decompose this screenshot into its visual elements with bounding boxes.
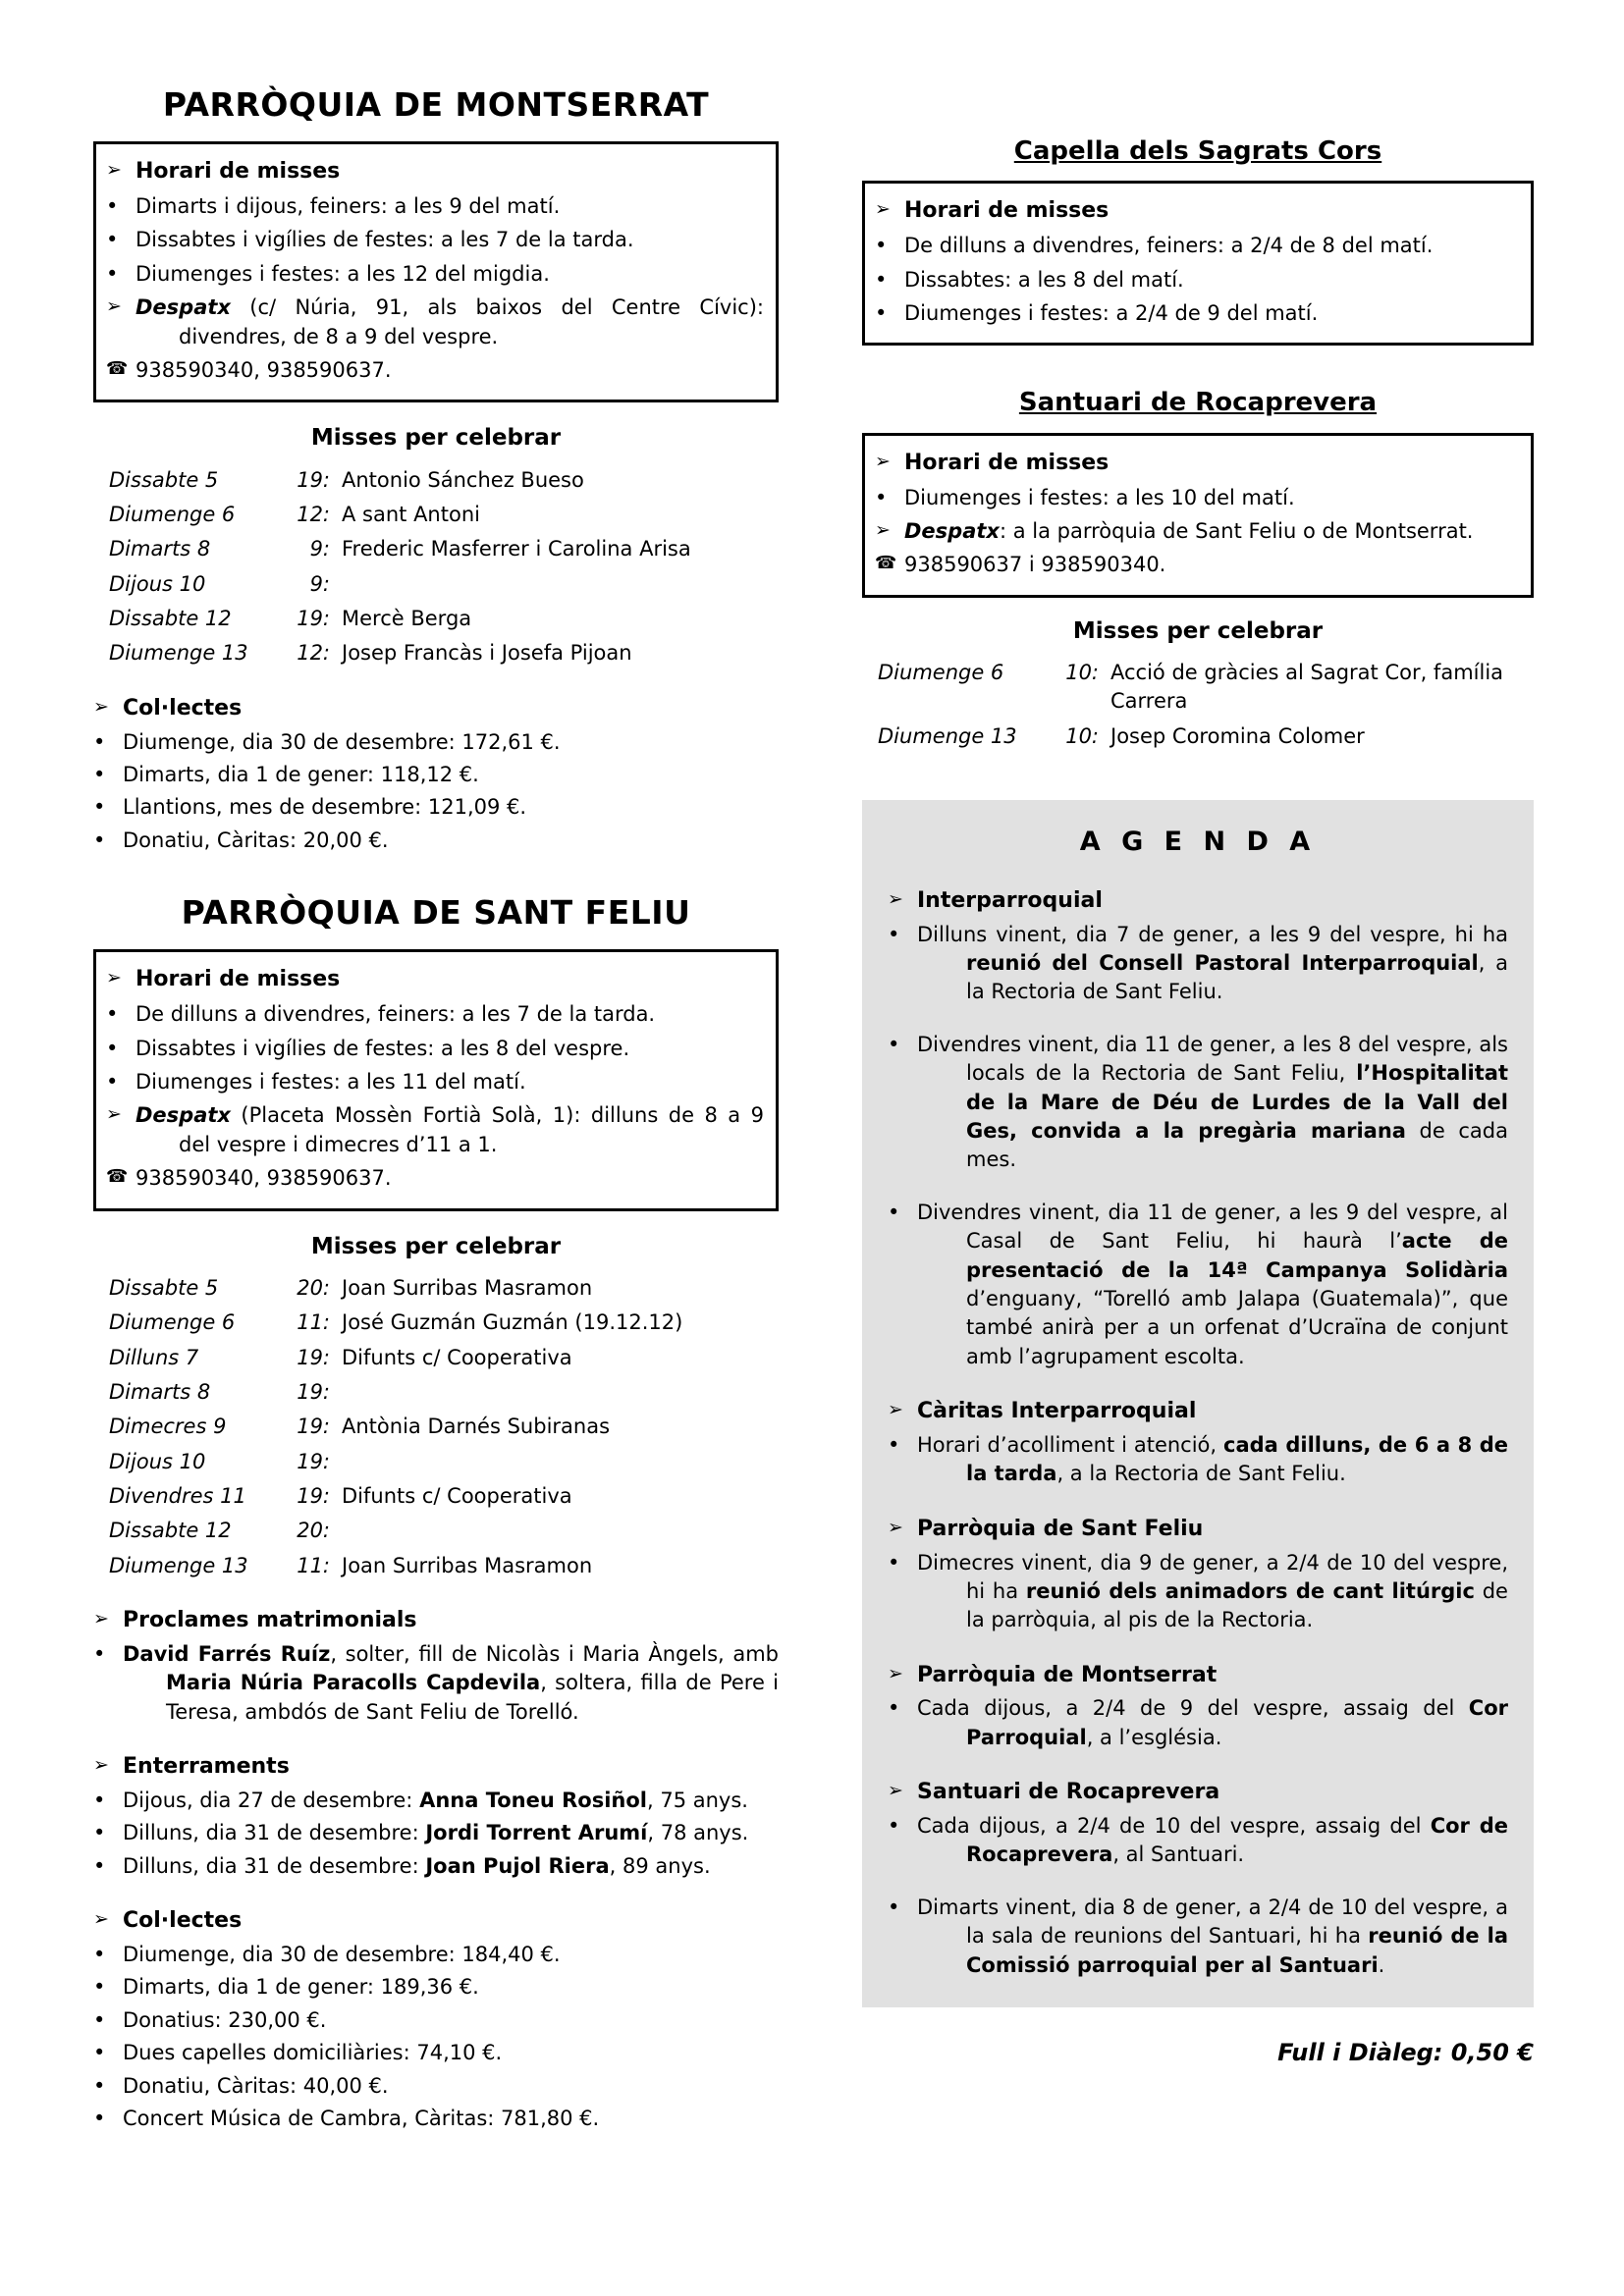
enterrament-item-text: Dilluns, dia 31 de desembre: Joan Pujol Riera, 89 anys. [123, 1853, 711, 1878]
schedule-line-text: De dilluns a divendres, feiners: a 2/4 de 8 del matí. [904, 234, 1434, 258]
mass-row [93, 1344, 779, 1372]
arrow-bullet-icon: ➢ [888, 1516, 903, 1538]
mass-intention: Joan Surribas Masramon [342, 1553, 593, 1577]
phone-line [875, 551, 1519, 579]
right-column [862, 82, 1534, 2137]
collection-item [93, 1941, 779, 1969]
mass-row [93, 1482, 779, 1511]
mass-time: 12: [297, 641, 330, 666]
agenda-section-header: Parròquia de Montserrat [917, 1662, 1218, 1687]
dot-bullet-icon: • [93, 2073, 106, 2098]
mass-day: Diumenge 6 [109, 1310, 236, 1335]
mass-time: 10: [1065, 723, 1099, 748]
dot-bullet-icon: • [888, 1432, 900, 1457]
agenda-item-text: Cada dijous, a 2/4 de 9 del vespre, assaig del Cor Parroquial, a l’església. [917, 1696, 1508, 1749]
collection-item [93, 793, 779, 822]
mass-intention [342, 1448, 779, 1476]
collection-item-text: Diumenge, dia 30 de desembre: 184,40 €. [123, 1942, 561, 1966]
collection-item [93, 1973, 779, 2002]
mass-time: 11: [297, 1310, 330, 1335]
collection-item-text: Dimarts, dia 1 de gener: 118,12 €. [123, 763, 479, 787]
mass-row [93, 535, 779, 563]
schedule-line [106, 1068, 764, 1096]
schedule-header-label: Horari de misses [904, 450, 1110, 475]
mass-day: Diumenge 6 [109, 502, 236, 526]
mass-row [93, 1448, 779, 1476]
agenda-section-header: Santuari de Rocaprevera [917, 1780, 1220, 1805]
mass-day: Diumenge 13 [109, 641, 248, 666]
proclames-item-text: David Farrés Ruíz, solter, fill de Nicolàs i Maria Àngels, amb Maria Núria Paracolls Capdevila, soltera, filla de Pere i Teresa, ambdós de Sant Feliu de Torelló. [123, 1642, 779, 1724]
enterrament-item [93, 1819, 779, 1847]
mass-intention: Difunts c/ Cooperativa [342, 1484, 572, 1509]
agenda-item [888, 1549, 1508, 1635]
mass-intention: José Guzmán Guzmán (19.12.12) [342, 1310, 683, 1335]
dot-bullet-icon: • [888, 1200, 900, 1224]
mass-time: 19: [297, 1345, 330, 1369]
agenda-section-header-line [888, 1778, 1508, 1808]
schedule-line-text: Dissabtes i vigílies de festes: a les 7 de la tarda. [135, 228, 634, 252]
mass-row [93, 1378, 779, 1407]
collections-header-line [93, 694, 779, 724]
schedule-line [875, 232, 1519, 260]
agenda-section-header-line [888, 886, 1508, 917]
collection-item [93, 728, 779, 757]
mass-time: 12: [297, 502, 330, 526]
mass-day: Dimarts 8 [109, 537, 211, 561]
arrow-bullet-icon: ➢ [875, 198, 891, 221]
mass-intention: Josep Coromina Colomer [1110, 723, 1365, 748]
schedule-header-line [875, 449, 1519, 479]
schedule-line [106, 260, 764, 289]
agenda-item [888, 1812, 1508, 1870]
agenda-section-header: Parròquia de Sant Feliu [917, 1516, 1204, 1541]
agenda-item-text: Divendres vinent, dia 11 de gener, a les 9 del vespre, al Casal de Sant Feliu, hi haurà l’acte de presentació de la 14ª Campanya Solidària d’enguany, “Torelló amb Jalapa (Guatemala)”, que també anirà per a un orfenat d’Ucraïna de conjunt amb l’agrupament escolta. [917, 1200, 1508, 1368]
enterrament-item [93, 1787, 779, 1815]
schedule-line [106, 192, 764, 221]
agenda-item [888, 1431, 1508, 1489]
mass-time: 11: [297, 1553, 330, 1577]
mass-day: Dimarts 8 [109, 1379, 211, 1404]
montserrat-mass-table [93, 466, 779, 668]
collection-item-text: Llantions, mes de desembre: 121,09 €. [123, 795, 527, 820]
enterrament-item-text: Dilluns, dia 31 de desembre: Jordi Torrent Arumí, 78 anys. [123, 1821, 749, 1845]
collection-item-text: Concert Música de Cambra, Càritas: 781,80 €. [123, 2106, 600, 2130]
agenda-item-text: Dimecres vinent, dia 9 de gener, a 2/4 de 10 del vespre, hi ha reunió dels animadors de cant litúrgic de la parròquia, al pis de la Rectoria. [917, 1550, 1508, 1632]
mass-intention: Frederic Masferrer i Carolina Arisa [342, 537, 691, 561]
mass-row [862, 659, 1534, 717]
mass-intention: Mercè Berga [342, 607, 472, 631]
collection-item [93, 761, 779, 789]
montserrat-collections [93, 694, 779, 855]
enterraments-section [93, 1752, 779, 1881]
dot-bullet-icon: • [888, 1814, 900, 1839]
collection-item [93, 2072, 779, 2101]
dot-bullet-icon: • [93, 1942, 106, 1966]
rocaprevera-schedule-box [862, 433, 1534, 598]
sant-feliu-mass-table [93, 1274, 779, 1581]
agenda-section-montserrat [888, 1661, 1508, 1753]
proclames-header-line [93, 1606, 779, 1636]
agenda-title: A G E N D A [1079, 827, 1317, 858]
agenda-item-text: Horari d’acolliment i atenció, cada dilluns, de 6 a 8 de la tarda, a la Rectoria de Sant Feliu. [917, 1432, 1509, 1486]
arrow-bullet-icon: ➢ [106, 967, 122, 989]
collection-item-text: Donatiu, Càritas: 20,00 €. [123, 828, 389, 852]
schedule-header-line [875, 196, 1519, 227]
mass-time: 19: [297, 1449, 330, 1473]
arrow-bullet-icon: ➢ [888, 1662, 903, 1684]
agenda-item-text: Dilluns vinent, dia 7 de gener, a les 9 del vespre, hi ha reunió del Consell Pastoral Interparroquial, a la Rectoria de Sant Feliu. [917, 922, 1508, 1004]
dot-bullet-icon: • [93, 828, 106, 852]
schedule-line [875, 299, 1519, 328]
collection-item [93, 2105, 779, 2133]
despatx-text: Despatx (Placeta Mossèn Fortià Solà, 1): dilluns de 8 a 9 del vespre i dimecres d’11 a 1. [135, 1103, 764, 1156]
montserrat-schedule-box [93, 141, 779, 402]
mass-time: 20: [297, 1519, 330, 1543]
arrow-bullet-icon: ➢ [888, 887, 903, 910]
mass-row [93, 1274, 779, 1303]
dot-bullet-icon: • [888, 1032, 900, 1056]
agenda-item-text: Divendres vinent, dia 11 de gener, a les 8 del vespre, als locals de la Rectoria de Sant Feliu, l’Hospitalitat de la Mare de Déu de Lurdes de la Vall del Ges, convida a la pregària mariana de cada mes. [917, 1032, 1508, 1172]
agenda-section-caritas [888, 1397, 1508, 1489]
enterraments-header-line [93, 1752, 779, 1783]
agenda-section-header: Interparroquial [917, 887, 1103, 913]
collection-item [93, 2006, 779, 2035]
schedule-line [875, 484, 1519, 512]
sagrats-cors-title: Capella dels Sagrats Cors [1013, 136, 1382, 166]
mass-intention [342, 1517, 779, 1545]
dot-bullet-icon: • [93, 763, 106, 787]
agenda-item-text: Dimarts vinent, dia 8 de gener, a 2/4 de 10 del vespre, a la sala de reunions del Santuari, hi ha reunió de la Comissió parroquial per al Santuari. [917, 1895, 1508, 1977]
mass-day: Dimecres 9 [109, 1415, 227, 1439]
agenda-box [862, 800, 1534, 2007]
rocaprevera-title: Santuari de Rocaprevera [1018, 388, 1378, 418]
collections-header: Col·lectes [123, 1908, 243, 1934]
masses-heading: Misses per celebrar [310, 425, 562, 452]
left-column [93, 82, 779, 2137]
mass-intention: Joan Surribas Masramon [342, 1275, 593, 1300]
phone-icon: ☎ [106, 357, 129, 379]
enterrament-item-text: Dijous, dia 27 de desembre: Anna Toneu Rosiñol, 75 anys. [123, 1789, 748, 1813]
despatx-line [875, 517, 1519, 546]
despatx-text: Despatx: a la parròquia de Sant Feliu o de Montserrat. [904, 518, 1474, 543]
schedule-line-text: Diumenges i festes: a les 12 del migdia. [135, 261, 550, 286]
dot-bullet-icon: • [106, 1036, 119, 1060]
schedule-line-text: De dilluns a divendres, feiners: a les 7 de la tarda. [135, 1002, 656, 1027]
schedule-line-text: Diumenges i festes: a les 10 del matí. [904, 485, 1295, 509]
collection-item [93, 827, 779, 855]
mass-time: 19: [297, 467, 330, 492]
mass-day: Diumenge 6 [878, 660, 1004, 684]
dot-bullet-icon: • [875, 300, 888, 325]
mass-intention [342, 1378, 779, 1407]
agenda-section-header-line [888, 1515, 1508, 1545]
mass-time: 19: [297, 1484, 330, 1509]
arrow-bullet-icon: ➢ [888, 1399, 903, 1421]
mass-day: Dilluns 7 [109, 1345, 199, 1369]
phone-line [106, 1164, 764, 1193]
collections-header: Col·lectes [123, 695, 243, 721]
dot-bullet-icon: • [93, 729, 106, 754]
mass-time: 10: [1065, 660, 1099, 684]
collection-item-text: Donatiu, Càritas: 40,00 €. [123, 2073, 389, 2098]
dot-bullet-icon: • [875, 234, 888, 258]
mass-day: Diumenge 13 [878, 723, 1017, 748]
agenda-item [888, 1894, 1508, 1980]
mass-day: Dissabte 5 [109, 467, 219, 492]
schedule-header-line [106, 157, 764, 187]
schedule-header-line [106, 965, 764, 995]
mass-intention: Antònia Darnés Subiranas [342, 1415, 611, 1439]
mass-row [93, 1308, 779, 1337]
arrow-bullet-icon: ➢ [106, 159, 122, 182]
mass-row [93, 1413, 779, 1441]
arrow-bullet-icon: ➢ [106, 295, 122, 318]
schedule-line-text: Diumenges i festes: a 2/4 de 9 del matí. [904, 300, 1319, 325]
mass-intention: Acció de gràcies al Sagrat Cor, família Carrera [1110, 660, 1504, 714]
mass-row [93, 501, 779, 529]
montserrat-title: PARRÒQUIA DE MONTSERRAT [162, 85, 710, 124]
mass-intention: Josep Francàs i Josefa Pijoan [342, 641, 632, 666]
dot-bullet-icon: • [875, 267, 888, 292]
schedule-line [106, 1035, 764, 1063]
dot-bullet-icon: • [888, 1550, 900, 1575]
sant-feliu-collections [93, 1906, 779, 2133]
mass-intention [342, 570, 779, 599]
mass-row [93, 1517, 779, 1545]
schedule-line-text: Dissabtes: a les 8 del matí. [904, 267, 1184, 292]
proclames-section [93, 1606, 779, 1727]
schedule-line-text: Diumenges i festes: a les 11 del matí. [135, 1069, 526, 1094]
agenda-section-sant-feliu [888, 1515, 1508, 1635]
sagrats-cors-schedule-box [862, 181, 1534, 346]
dot-bullet-icon: • [888, 922, 900, 946]
mass-time: 9: [309, 537, 330, 561]
mass-row [862, 722, 1534, 751]
agenda-item [888, 1694, 1508, 1752]
schedule-header-label: Horari de misses [904, 198, 1110, 224]
mass-day: Divendres 11 [109, 1484, 246, 1509]
mass-time: 9: [309, 571, 330, 596]
phone-numbers: 938590340, 938590637. [135, 1166, 392, 1191]
proclames-item [93, 1640, 779, 1727]
agenda-item [888, 921, 1508, 1007]
agenda-section-interparroquial [888, 886, 1508, 1371]
mass-time: 19: [297, 607, 330, 631]
phone-line [106, 356, 764, 385]
collection-item-text: Diumenge, dia 30 de desembre: 172,61 €. [123, 729, 561, 754]
price-footer: Full i Diàleg: 0,50 € [1277, 2039, 1534, 2067]
dot-bullet-icon: • [106, 228, 119, 252]
dot-bullet-icon: • [106, 261, 119, 286]
mass-intention: A sant Antoni [342, 502, 480, 526]
dot-bullet-icon: • [106, 1069, 119, 1094]
mass-row [93, 466, 779, 495]
dot-bullet-icon: • [888, 1696, 900, 1721]
dot-bullet-icon: • [93, 1853, 106, 1878]
dot-bullet-icon: • [888, 1895, 900, 1919]
mass-intention: Antonio Sánchez Bueso [342, 467, 584, 492]
mass-row [93, 639, 779, 667]
schedule-header-label: Horari de misses [135, 967, 341, 992]
schedule-line [106, 226, 764, 254]
schedule-line-text: Dissabtes i vigílies de festes: a les 8 del vespre. [135, 1036, 630, 1060]
mass-row [93, 605, 779, 633]
mass-day: Dissabte 12 [109, 1519, 232, 1543]
phone-icon: ☎ [875, 553, 897, 574]
arrow-bullet-icon: ➢ [93, 695, 109, 718]
agenda-item-text: Cada dijous, a 2/4 de 10 del vespre, assaig del Cor de Rocaprevera, al Santuari. [917, 1814, 1509, 1867]
dot-bullet-icon: • [93, 1789, 106, 1813]
phone-numbers: 938590637 i 938590340. [904, 553, 1166, 577]
mass-day: Diumenge 13 [109, 1553, 248, 1577]
sant-feliu-schedule-box [93, 949, 779, 1210]
phone-numbers: 938590340, 938590637. [135, 357, 392, 382]
agenda-section-header-line [888, 1397, 1508, 1427]
despatx-line [106, 1101, 764, 1159]
collection-item-text: Dues capelles domiciliàries: 74,10 €. [123, 2041, 503, 2065]
phone-icon: ☎ [106, 1166, 129, 1188]
masses-heading: Misses per celebrar [1072, 617, 1324, 644]
schedule-line [106, 1000, 764, 1029]
mass-row [93, 570, 779, 599]
dot-bullet-icon: • [106, 1002, 119, 1027]
masses-heading: Misses per celebrar [310, 1233, 562, 1259]
mass-time: 19: [297, 1415, 330, 1439]
mass-time: 19: [297, 1379, 330, 1404]
proclames-header: Proclames matrimonials [123, 1608, 417, 1633]
schedule-header-label: Horari de misses [135, 159, 341, 185]
agenda-item [888, 1031, 1508, 1175]
agenda-section-header: Càritas Interparroquial [917, 1399, 1197, 1424]
dot-bullet-icon: • [106, 193, 119, 218]
mass-row [93, 1552, 779, 1580]
mass-time: 20: [297, 1275, 330, 1300]
dot-bullet-icon: • [93, 1821, 106, 1845]
mass-day: Dissabte 5 [109, 1275, 219, 1300]
schedule-line [875, 266, 1519, 294]
agenda-section-rocaprevera [888, 1778, 1508, 1980]
arrow-bullet-icon: ➢ [888, 1780, 903, 1802]
despatx-text: Despatx (c/ Núria, 91, als baixos del Centre Cívic): divendres, de 8 a 9 del vespre. [135, 295, 764, 348]
sant-feliu-title: PARRÒQUIA DE SANT FELIU [181, 893, 691, 933]
dot-bullet-icon: • [93, 795, 106, 820]
collection-item-text: Dimarts, dia 1 de gener: 189,36 €. [123, 1975, 479, 2000]
mass-day: Dissabte 12 [109, 607, 232, 631]
arrow-bullet-icon: ➢ [875, 450, 891, 472]
schedule-line-text: Dimarts i dijous, feiners: a les 9 del matí. [135, 193, 561, 218]
agenda-item [888, 1199, 1508, 1371]
collection-item-text: Donatius: 230,00 €. [123, 2007, 327, 2032]
enterrament-item [93, 1852, 779, 1881]
collections-header-line [93, 1906, 779, 1937]
arrow-bullet-icon: ➢ [93, 1908, 109, 1931]
arrow-bullet-icon: ➢ [93, 1754, 109, 1777]
agenda-section-header-line [888, 1661, 1508, 1691]
enterraments-header: Enterraments [123, 1754, 290, 1780]
arrow-bullet-icon: ➢ [875, 518, 891, 541]
dot-bullet-icon: • [93, 1642, 106, 1667]
mass-day: Dijous 10 [109, 571, 206, 596]
mass-day: Dijous 10 [109, 1449, 206, 1473]
rocaprevera-mass-table [862, 659, 1534, 751]
dot-bullet-icon: • [93, 2041, 106, 2065]
mass-intention: Difunts c/ Cooperativa [342, 1345, 572, 1369]
dot-bullet-icon: • [93, 2106, 106, 2130]
despatx-line [106, 294, 764, 351]
collection-item [93, 2039, 779, 2067]
arrow-bullet-icon: ➢ [93, 1608, 109, 1630]
dot-bullet-icon: • [93, 1975, 106, 2000]
dot-bullet-icon: • [93, 2007, 106, 2032]
arrow-bullet-icon: ➢ [106, 1103, 122, 1126]
dot-bullet-icon: • [875, 485, 888, 509]
